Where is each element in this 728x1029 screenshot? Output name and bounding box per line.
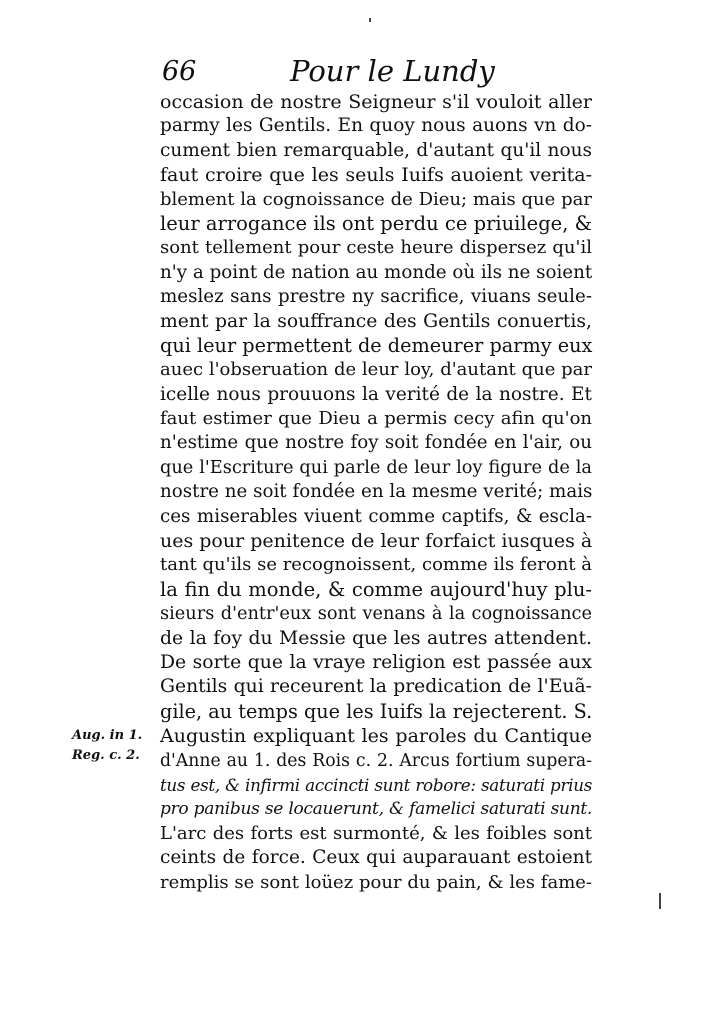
text-line: Augustin expliquant les paroles du Cantique — [160, 725, 592, 748]
printing-speck — [659, 893, 661, 909]
text-line: ces miserables viuent comme captifs, & escla- — [160, 505, 592, 527]
text-line: occasion de nostre Seigneur s'il vouloit aller — [160, 91, 592, 113]
text-line: la fin du monde, & comme aujourd'huy plu- — [160, 577, 592, 601]
text-line: L'arc des forts est surmonté, & les foibles sont — [160, 822, 592, 844]
page-header — [160, 52, 580, 94]
text-line: faut estimer que Dieu a permis cecy afin qu'on — [160, 408, 592, 430]
text-line: de la foy du Messie que les autres attendent. — [160, 627, 592, 649]
text-line: sont tellement pour ceste heure dispersez qu'il — [160, 237, 592, 259]
text-line: n'y a point de nation au monde où ils ne soient — [160, 261, 593, 283]
text-line: tus est, & infirmi accincti sunt robore: saturati prius — [160, 774, 592, 795]
text-line: ment par la souffrance des Gentils conuertis, — [160, 310, 592, 332]
text-line: gile, au temps que les Iuifs la rejecterent. S. — [160, 699, 593, 723]
text-line: blement la cognoissance de Dieu; mais que par — [160, 188, 592, 210]
text-line: n'estime que nostre foy soit fondée en l'air, ou — [160, 432, 592, 454]
text-line: nostre ne soit fondée en la mesme verité; mais — [160, 481, 593, 503]
text-line: que l'Escriture qui parle de leur loy figure de la — [160, 457, 592, 478]
text-line: icelle nous prouuons la verité de la nostre. Et — [160, 383, 592, 405]
text-line: faut croire que les seuls Iuifs auoient verita- — [160, 164, 592, 187]
text-line: parmy les Gentils. En quoy nous auons vn do- — [160, 115, 592, 137]
text-line: De sorte que la vraye religion est passée aux — [160, 651, 592, 673]
text-line: remplis se sont loüez pour du pain, & les fame- — [160, 871, 592, 893]
text-line: tant qu'ils se recognoissent, comme ils feront à — [160, 554, 592, 576]
margin-note — [72, 726, 142, 766]
running-title: Pour le Lundy — [290, 54, 495, 88]
text-line: ceints de force. Ceux qui auparauant estoient — [160, 847, 592, 869]
printing-speck — [369, 18, 371, 22]
body-text — [160, 90, 592, 895]
text-line: qui leur permettent de demeurer parmy eux — [160, 333, 593, 357]
text-line: pro panibus se locauerunt, & famelici saturati sunt. — [160, 799, 592, 820]
text-line: sieurs d'entr'eux sont venans à la cognoissance — [160, 604, 592, 625]
text-line: ues pour penitence de leur forfaict iusques à — [160, 530, 593, 553]
text-line: d'Anne au 1. des Rois c. 2. Arcus fortium supera- — [160, 750, 592, 771]
text-line: cument bien remarquable, d'autant qu'il nous — [160, 139, 592, 161]
text-line: auec l'obseruation de leur loy, d'autant que par — [160, 359, 592, 381]
margin-note-line: Aug. in 1. — [72, 728, 143, 743]
text-line: Gentils qui receurent la predication de l'Euã- — [160, 676, 592, 698]
text-line: leur arrogance ils ont perdu ce priuilege, & — [160, 211, 592, 235]
margin-note-line: Reg. c. 2. — [72, 748, 140, 763]
text-line: meslez sans prestre ny sacrifice, viuans seule- — [160, 286, 592, 308]
page-number: 66 — [162, 56, 197, 87]
